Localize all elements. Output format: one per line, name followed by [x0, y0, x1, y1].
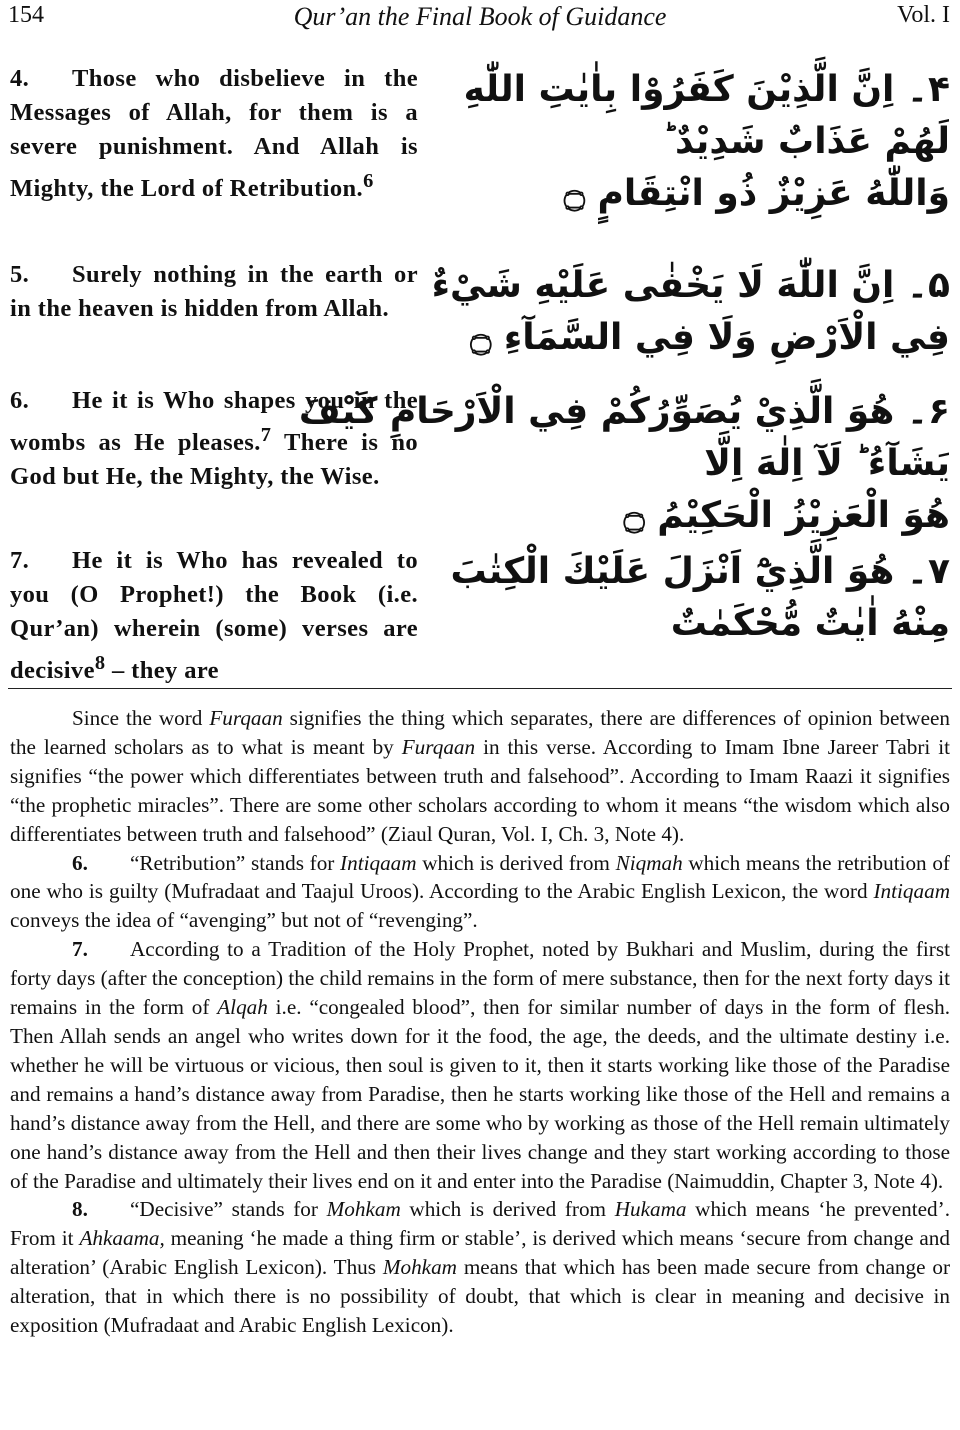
note-term: Mohkam	[326, 1197, 401, 1222]
verse-6-arabic	[298, 386, 950, 542]
arabic-line: ۶۔ هُوَ الَّذِيْ يُصَوِّرُكُمْ فِي الْاَرْحَامِ كَيْفَ	[298, 391, 950, 432]
footnote-ref[interactable]: 7	[260, 424, 272, 446]
arabic-line: لَهُمْ عَذَابٌ شَدِيْدٌ ؕ	[662, 121, 950, 162]
footnote-ref[interactable]: 8	[94, 652, 106, 674]
note-term: Intiqaam	[873, 879, 950, 904]
note-term: Alqah	[217, 995, 268, 1020]
verse-text: – they are	[105, 657, 219, 685]
verse-text: Those who disbelieve in the Messages of Allah, for them is a severe punishment. And Allah is Mighty, the Lord of Retribution.	[10, 65, 418, 203]
note-text: which means ‘he prevented’. From it	[10, 1197, 950, 1251]
verse-5	[10, 258, 950, 384]
note-number: 6.	[72, 850, 88, 875]
note-text: i.e. “congealed blood”, then for similar number of days in the form of flesh. Then Allah sends an angel who writes down for it the food, the age, the deeds, and the ultimate destiny i.e. whether he will be virtuous or vicious, then soul is given to it, then it starts working like those of the Paradise and remains a hand’s distance away from Paradise, then he starts working like those of the Hell and remains a hand’s distance away from the Hell, and there are some who by working as those of the Hell remain ultimately one hand’s distance away from the Hell and then their lives change and they start working according to those of the Paradise and ultimately their lives end on it and enter into the Paradise (Naimuddin, Chapter 3, Note 4).	[10, 995, 950, 1193]
note-text: conveys the idea of “avenging” but not of “revenging”.	[10, 908, 478, 933]
arabic-line: وَاللّٰهُ عَزِيْزٌ ذُو انْتِقَامٍ ۝	[563, 173, 950, 214]
verse-7	[10, 544, 950, 685]
note-6	[10, 849, 950, 936]
note-text: in this verse. According to Imam Ibne Jareer Tabri it signifies “the power which differentiates between truth and falsehood”. According to Imam Raazi it signifies “the prophetic miracles”. There are some other scholars according to whom it means “the wisdom which also differentiates between truth and falsehood” (Ziaul Quran, Vol. I, Ch. 3, Note 4).	[10, 734, 950, 846]
note-term: Hukama	[614, 1197, 687, 1222]
running-title: Qur’an the Final Book of Guidance	[293, 2, 667, 31]
note-text: “Decisive” stands for	[130, 1197, 327, 1222]
verse-7-english	[10, 544, 418, 688]
note-term: Mohkam	[382, 1255, 457, 1280]
verse-6	[10, 384, 950, 544]
note-8	[10, 1195, 950, 1340]
note-term: Ahkaama,	[79, 1226, 165, 1251]
note-text: which means the retribution of one who is guilty (Mufradaat and Taajul Uroos). According to the Arabic English Lexicon, the word	[10, 850, 950, 904]
note-text: Since the word	[72, 706, 210, 730]
verse-number: 4.	[10, 65, 30, 92]
note-text: signifies the thing which separates, there are differences of opinion between the learned scholars as to what is meant by	[10, 706, 950, 759]
arabic-line: مِنْهُ اٰيٰتٌ مُّحْكَمٰتٌ	[670, 603, 950, 644]
footnote-divider	[8, 688, 952, 689]
note-text: “Retribution” stands for	[130, 850, 341, 875]
note-number: 7.	[72, 937, 88, 962]
verse-text: Surely nothing in the earth or in the heaven is hidden from Allah.	[10, 261, 418, 322]
arabic-line: ۴۔ اِنَّ الَّذِيْنَ كَفَرُوْا بِاٰيٰتِ اللّٰهِ	[463, 69, 950, 110]
note-term: Furqaan	[209, 706, 283, 730]
arabic-line: فِي الْاَرْضِ وَلَا فِي السَّمَآءِ ۝	[470, 317, 950, 358]
verses-section	[10, 62, 950, 685]
volume-label: Vol. I	[897, 2, 950, 28]
verse-number: 5.	[10, 261, 30, 288]
verse-4-arabic	[463, 64, 950, 220]
verse-text: He it is Who has revealed to you (O Prophet!) the Book (i.e. Qur’an) wherein (some) verses are decisive	[10, 547, 418, 685]
verse-number: 6.	[10, 387, 30, 414]
note-7	[10, 935, 950, 1195]
note-term: Furqaan	[401, 734, 476, 759]
page-number: 154	[8, 2, 44, 28]
footnotes-section	[10, 704, 950, 1340]
verse-7-arabic	[450, 546, 950, 650]
page-header	[0, 0, 960, 36]
verse-5-english	[10, 258, 418, 326]
arabic-line: هُوَ الْعَزِيْزُ الْحَكِيْمُ ۝	[623, 495, 950, 536]
note-term: Niqmah	[615, 850, 683, 875]
note-text: which is derived from	[416, 850, 616, 875]
verse-4-english	[10, 62, 418, 206]
note-term: Intiqaam	[340, 850, 417, 875]
verse-5-arabic	[431, 260, 950, 364]
footnote-ref[interactable]: 6	[363, 170, 374, 192]
arabic-line: ۵۔ اِنَّ اللّٰهَ لَا يَخْفٰى عَلَيْهِ شَيْءٌ	[431, 265, 950, 306]
note-continuation	[10, 704, 950, 849]
verse-number: 7.	[10, 547, 30, 574]
note-text: means that which has been made secure from change or alteration, that in which there is no possibility of doubt, that which is clear in meaning and decisive in exposition (Mufradaat and Arabic English Lexicon).	[10, 1255, 950, 1338]
note-text: meaning ‘he made a thing firm or stable’, is derived which means ‘secure from change and alteration’ (Arabic English Lexicon). Thus	[10, 1226, 950, 1280]
note-number: 8.	[72, 1197, 88, 1222]
note-text: According to a Tradition of the Holy Prophet, noted by Bukhari and Muslim, during the first forty days (after the conception) the child remains in the form of mere substance, then for the next forty days it remains in the form of	[10, 937, 950, 1020]
verse-text: There is no God but He, the Mighty, the Wise.	[10, 429, 418, 491]
arabic-line: يَشَآءُ ؕ لَآ اِلٰهَ اِلَّا	[704, 443, 950, 484]
note-text: which is derived from	[400, 1197, 615, 1222]
arabic-line: ۷۔ هُوَ الَّذِيْٓ اَنْزَلَ عَلَيْكَ الْكِتٰبَ	[450, 551, 950, 592]
verse-4	[10, 62, 950, 258]
verse-text: He it is Who shapes you in the wombs as He pleases.	[10, 387, 418, 457]
